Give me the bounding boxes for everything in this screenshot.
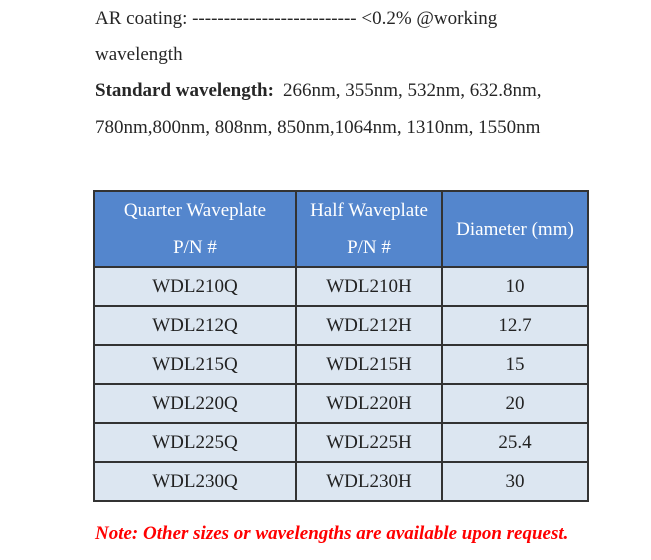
ar-coating-text: AR coating: -------------------------- <0.2% @working [95,8,498,29]
standard-wavelength-values-2: 780nm,800nm, 808nm, 850nm,1064nm, 1310nm, 1550nm [95,117,541,138]
cell-half-pn: WDL210H [296,267,442,306]
standard-wavelength-label: Standard wavelength: [95,80,274,101]
header-quarter-waveplate-line1: Quarter Waveplate [123,200,267,221]
cell-quarter-pn: WDL230Q [94,462,296,501]
table-row [94,384,588,423]
header-diameter-line1: Diameter (mm) [456,218,574,240]
cell-half-pn: WDL215H [296,345,442,384]
header-half-waveplate [296,191,442,267]
cell-quarter-pn: WDL225Q [94,423,296,462]
cell-half-pn: WDL225H [296,423,442,462]
table-row [94,423,588,462]
cell-quarter-pn: WDL210Q [94,267,296,306]
wavelength-text: wavelength [95,44,183,65]
cell-quarter-pn: WDL220Q [94,384,296,423]
cell-diameter: 12.7 [442,306,588,345]
table-header-row [94,191,588,267]
note-text: Note: Other sizes or wavelengths are available upon request. [95,523,569,544]
table-row [94,267,588,306]
table-row [94,345,588,384]
table-row [94,306,588,345]
ar-coating-line [95,8,497,30]
standard-wavelength-wrap-line [95,117,540,139]
standard-wavelength-line [95,80,542,102]
cell-quarter-pn: WDL212Q [94,306,296,345]
table-row [94,462,588,501]
ar-coating-wrap-line [95,44,183,66]
header-quarter-waveplate-line2: P/N # [173,237,217,258]
waveplate-part-number-table [93,190,589,502]
header-quarter-waveplate [94,191,296,267]
standard-wavelength-values-1: 266nm, 355nm, 532nm, 632.8nm, [282,80,542,101]
cell-diameter: 25.4 [442,423,588,462]
cell-diameter: 10 [442,267,588,306]
cell-half-pn: WDL212H [296,306,442,345]
header-half-waveplate-line2: P/N # [347,237,391,258]
cell-half-pn: WDL230H [296,462,442,501]
cell-quarter-pn: WDL215Q [94,345,296,384]
cell-diameter: 20 [442,384,588,423]
cell-half-pn: WDL220H [296,384,442,423]
cell-diameter: 30 [442,462,588,501]
header-diameter [442,191,588,267]
cell-diameter: 15 [442,345,588,384]
header-half-waveplate-line1: Half Waveplate [310,200,428,221]
